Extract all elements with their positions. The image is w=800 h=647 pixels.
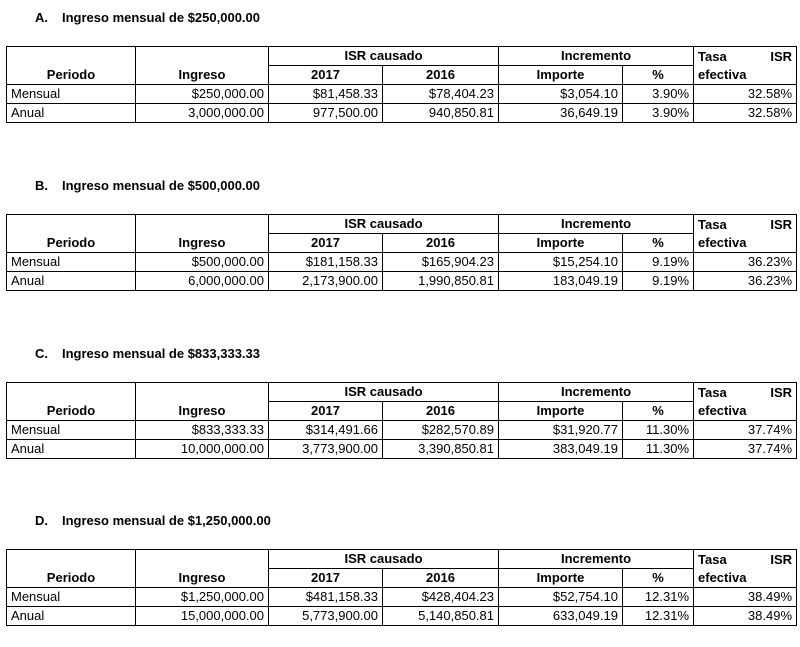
table-row xyxy=(7,104,797,123)
header-efectiva: efectiva xyxy=(694,66,797,85)
periodo-cell: Anual xyxy=(7,607,136,626)
ingreso-cell: 15,000,000.00 xyxy=(136,607,269,626)
tasa-cell: 38.49% xyxy=(694,607,797,626)
header-cell-blank xyxy=(7,383,136,402)
isr-2016-cell: $428,404.23 xyxy=(383,588,499,607)
isr-2016-cell: $78,404.23 xyxy=(383,85,499,104)
tasa-cell: 36.23% xyxy=(694,253,797,272)
section-title: Ingreso mensual de $1,250,000.00 xyxy=(62,513,271,528)
header-row-2 xyxy=(7,66,797,85)
header-incremento: Incremento xyxy=(499,550,694,569)
pct-cell: 11.30% xyxy=(623,440,694,459)
pct-cell: 9.19% xyxy=(623,272,694,291)
header-cell-blank xyxy=(7,47,136,66)
pct-cell: 3.90% xyxy=(623,85,694,104)
tasa-cell: 32.58% xyxy=(694,104,797,123)
tasa-cell: 36.23% xyxy=(694,272,797,291)
importe-cell: $52,754.10 xyxy=(499,588,623,607)
section-letter: C. xyxy=(35,346,48,361)
pct-cell: 9.19% xyxy=(623,253,694,272)
header-tasa-isr xyxy=(694,550,797,569)
header-importe: Importe xyxy=(499,402,623,421)
header-efectiva: efectiva xyxy=(694,234,797,253)
table-row xyxy=(7,440,797,459)
isr-table xyxy=(6,214,797,291)
header-pct: % xyxy=(623,66,694,85)
section-title: Ingreso mensual de $500,000.00 xyxy=(62,178,260,193)
header-tasa: Tasa xyxy=(698,48,727,64)
header-cell-blank xyxy=(7,550,136,569)
table-row xyxy=(7,85,797,104)
tasa-cell: 37.74% xyxy=(694,440,797,459)
header-2016: 2016 xyxy=(383,66,499,85)
isr-2017-cell: 977,500.00 xyxy=(269,104,383,123)
header-incremento: Incremento xyxy=(499,215,694,234)
header-cell-blank xyxy=(136,215,269,234)
header-periodo: Periodo xyxy=(7,569,136,588)
table-row xyxy=(7,607,797,626)
importe-cell: 383,049.19 xyxy=(499,440,623,459)
header-2017: 2017 xyxy=(269,66,383,85)
header-row-2 xyxy=(7,569,797,588)
header-periodo: Periodo xyxy=(7,66,136,85)
table-row xyxy=(7,253,797,272)
isr-2017-cell: 2,173,900.00 xyxy=(269,272,383,291)
periodo-cell: Anual xyxy=(7,440,136,459)
importe-cell: 183,049.19 xyxy=(499,272,623,291)
ingreso-cell: $833,333.33 xyxy=(136,421,269,440)
table-row xyxy=(7,588,797,607)
periodo-cell: Mensual xyxy=(7,253,136,272)
pct-cell: 12.31% xyxy=(623,588,694,607)
header-tasa: Tasa xyxy=(698,551,727,567)
header-incremento: Incremento xyxy=(499,383,694,402)
header-2016: 2016 xyxy=(383,569,499,588)
ingreso-cell: $250,000.00 xyxy=(136,85,269,104)
section-letter: B. xyxy=(35,178,48,193)
importe-cell: $31,920.77 xyxy=(499,421,623,440)
header-ingreso: Ingreso xyxy=(136,66,269,85)
section-letter: A. xyxy=(35,10,48,25)
header-ingreso: Ingreso xyxy=(136,234,269,253)
header-isr: ISR xyxy=(770,48,793,64)
header-tasa: Tasa xyxy=(698,384,727,400)
pct-cell: 11.30% xyxy=(623,421,694,440)
header-row-2 xyxy=(7,234,797,253)
header-isr: ISR xyxy=(770,384,793,400)
section-title: Ingreso mensual de $250,000.00 xyxy=(62,10,260,25)
header-2017: 2017 xyxy=(269,234,383,253)
ingreso-cell: $1,250,000.00 xyxy=(136,588,269,607)
periodo-cell: Mensual xyxy=(7,588,136,607)
tasa-cell: 32.58% xyxy=(694,85,797,104)
pct-cell: 3.90% xyxy=(623,104,694,123)
header-cell-blank xyxy=(7,215,136,234)
isr-2017-cell: 3,773,900.00 xyxy=(269,440,383,459)
header-2017: 2017 xyxy=(269,402,383,421)
isr-2017-cell: $181,158.33 xyxy=(269,253,383,272)
header-2017: 2017 xyxy=(269,569,383,588)
importe-cell: $15,254.10 xyxy=(499,253,623,272)
header-cell-blank xyxy=(136,47,269,66)
header-importe: Importe xyxy=(499,234,623,253)
header-isr: ISR xyxy=(770,216,793,232)
table-row xyxy=(7,421,797,440)
periodo-cell: Anual xyxy=(7,104,136,123)
header-incremento: Incremento xyxy=(499,47,694,66)
header-periodo: Periodo xyxy=(7,234,136,253)
isr-table xyxy=(6,382,797,459)
header-importe: Importe xyxy=(499,569,623,588)
header-isr-causado: ISR causado xyxy=(269,47,499,66)
header-pct: % xyxy=(623,234,694,253)
header-ingreso: Ingreso xyxy=(136,402,269,421)
importe-cell: 36,649.19 xyxy=(499,104,623,123)
isr-table xyxy=(6,549,797,626)
header-efectiva: efectiva xyxy=(694,569,797,588)
header-cell-blank xyxy=(136,383,269,402)
header-tasa-isr xyxy=(694,383,797,402)
header-isr: ISR xyxy=(770,551,793,567)
header-2016: 2016 xyxy=(383,402,499,421)
periodo-cell: Anual xyxy=(7,272,136,291)
section-heading xyxy=(35,346,260,361)
header-ingreso: Ingreso xyxy=(136,569,269,588)
ingreso-cell: $500,000.00 xyxy=(136,253,269,272)
section-letter: D. xyxy=(35,513,48,528)
isr-2017-cell: $481,158.33 xyxy=(269,588,383,607)
isr-2016-cell: 940,850.81 xyxy=(383,104,499,123)
header-isr-causado: ISR causado xyxy=(269,383,499,402)
header-row-1 xyxy=(7,550,797,569)
isr-2016-cell: 5,140,850.81 xyxy=(383,607,499,626)
tasa-cell: 37.74% xyxy=(694,421,797,440)
isr-2016-cell: $282,570.89 xyxy=(383,421,499,440)
ingreso-cell: 6,000,000.00 xyxy=(136,272,269,291)
isr-2016-cell: 3,390,850.81 xyxy=(383,440,499,459)
header-tasa: Tasa xyxy=(698,216,727,232)
header-pct: % xyxy=(623,402,694,421)
pct-cell: 12.31% xyxy=(623,607,694,626)
header-2016: 2016 xyxy=(383,234,499,253)
table-row xyxy=(7,272,797,291)
header-isr-causado: ISR causado xyxy=(269,215,499,234)
header-tasa-isr xyxy=(694,215,797,234)
header-cell-blank xyxy=(136,550,269,569)
header-pct: % xyxy=(623,569,694,588)
header-importe: Importe xyxy=(499,66,623,85)
ingreso-cell: 10,000,000.00 xyxy=(136,440,269,459)
isr-table xyxy=(6,46,797,123)
periodo-cell: Mensual xyxy=(7,85,136,104)
header-isr-causado: ISR causado xyxy=(269,550,499,569)
section-heading xyxy=(35,178,260,193)
header-tasa-isr xyxy=(694,47,797,66)
header-row-1 xyxy=(7,215,797,234)
importe-cell: $3,054.10 xyxy=(499,85,623,104)
section-heading xyxy=(35,513,271,528)
periodo-cell: Mensual xyxy=(7,421,136,440)
isr-2017-cell: $314,491.66 xyxy=(269,421,383,440)
header-row-1 xyxy=(7,383,797,402)
header-efectiva: efectiva xyxy=(694,402,797,421)
importe-cell: 633,049.19 xyxy=(499,607,623,626)
isr-2016-cell: $165,904.23 xyxy=(383,253,499,272)
header-periodo: Periodo xyxy=(7,402,136,421)
section-title: Ingreso mensual de $833,333.33 xyxy=(62,346,260,361)
ingreso-cell: 3,000,000.00 xyxy=(136,104,269,123)
tasa-cell: 38.49% xyxy=(694,588,797,607)
isr-2017-cell: 5,773,900.00 xyxy=(269,607,383,626)
isr-2016-cell: 1,990,850.81 xyxy=(383,272,499,291)
section-heading xyxy=(35,10,260,25)
header-row-1 xyxy=(7,47,797,66)
header-row-2 xyxy=(7,402,797,421)
isr-2017-cell: $81,458.33 xyxy=(269,85,383,104)
